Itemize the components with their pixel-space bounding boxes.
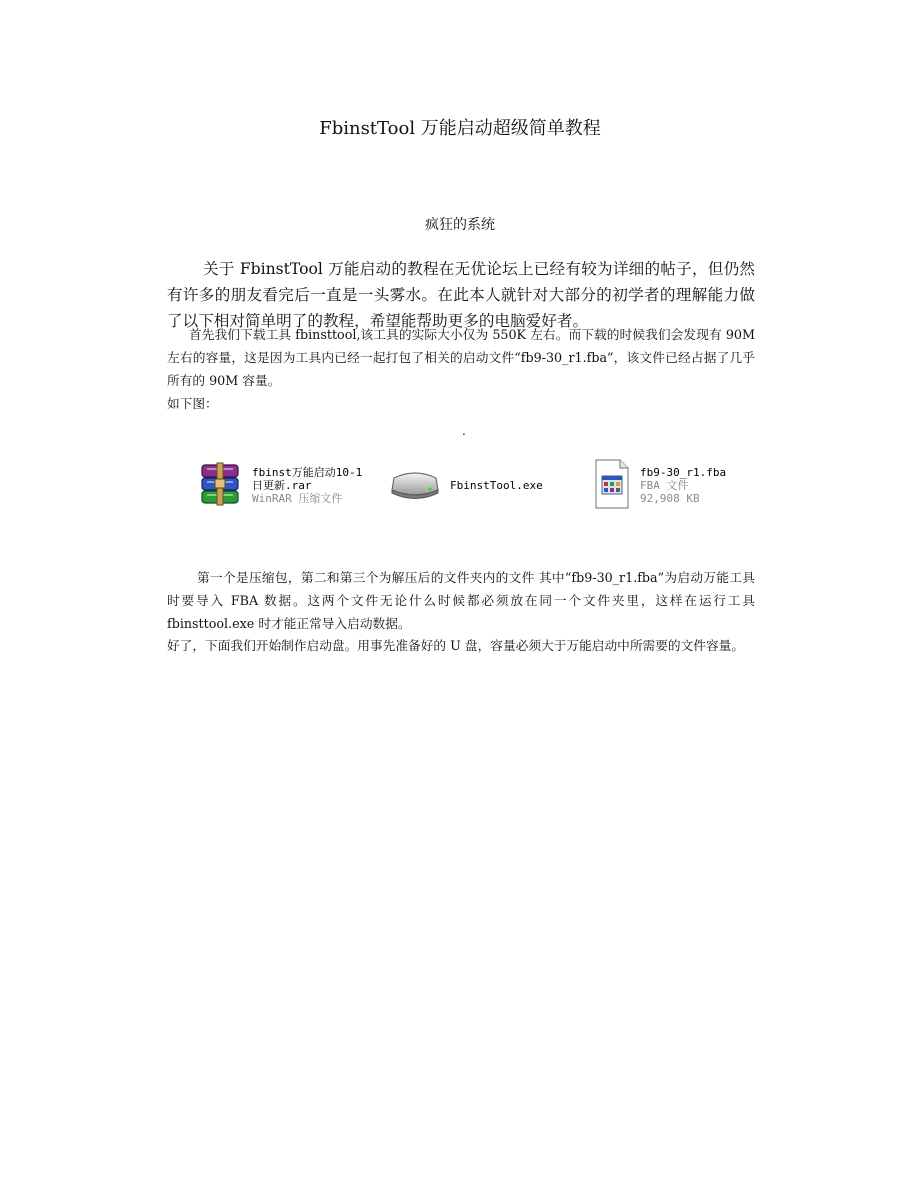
rar-file-name-line1: fbinst万能启动10-1 (252, 465, 363, 479)
download-paragraph: 首先我们下载工具 fbinsttool,该工具的实际大小仅为 550K 左右。而下载的时候我们会发现有 90M 左右的容量，这是因为工具内已经一起打包了相关的启动文件“fb9-30_r1.fba”，该文件已经占据了几乎所有的 90M 容量。 (167, 327, 755, 388)
document-title: FbinstTool 万能启动超级简单教程 (319, 118, 601, 139)
fba-file-name: fb9-30_r1.fba (640, 465, 727, 479)
stray-dot: . (462, 424, 466, 438)
winrar-archive-icon (196, 461, 244, 510)
exe-file-name: FbinstTool.exe (450, 478, 543, 492)
fba-file-type: FBA 文件 (640, 478, 689, 492)
rar-file-name-line2: 日更新.rar (252, 478, 312, 492)
files-explanation-paragraph: 第一个是压缩包，第二和第三个为解压后的文件夹内的文件 其中“fb9-30_r1.fba”为启动万能工具时要导入 FBA 数据。这两个文件无论什么时候都必须放在同一个文件夹里，这样在运行工具 fbinsttool.exe 时才能正常导入启动数据。 (167, 570, 755, 631)
next-step-paragraph: 好了，下面我们开始制作启动盘。用事先准备好的 U 盘，容量必须大于万能启动中所需要的文件容量。 (167, 638, 745, 653)
rar-file-type: WinRAR 压缩文件 (252, 491, 343, 505)
fba-file-size: 92,908 KB (640, 491, 700, 505)
exe-file-item[interactable] (388, 456, 568, 514)
fba-file-item[interactable] (592, 456, 752, 514)
fba-document-icon (592, 458, 632, 513)
rar-file-item[interactable] (196, 456, 386, 514)
drive-executable-icon (388, 464, 442, 507)
document-author: 疯狂的系统 (425, 217, 495, 233)
see-below-label: 如下图： (167, 396, 218, 411)
intro-paragraph: 关于 FbinstTool 万能启动的教程在无优论坛上已经有较为详细的帖子，但仍然有许多的朋友看完后一直是一头雾水。在此本人就针对大部分的初学者的理解能力做了以下相对简单明了的教程，希望能帮助更多的电脑爱好者。 (167, 260, 755, 330)
